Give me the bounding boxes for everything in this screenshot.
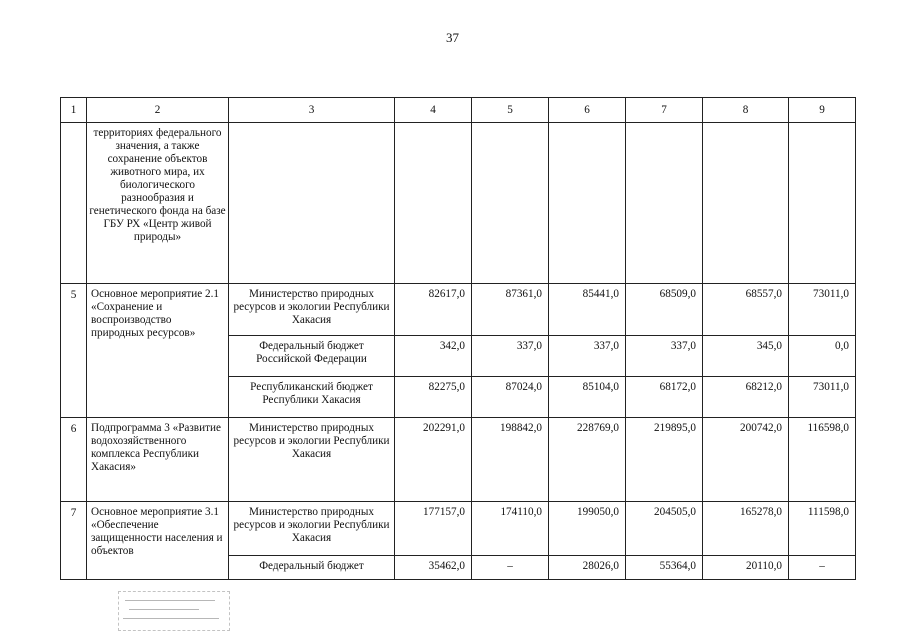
empty-cell — [549, 123, 626, 284]
measure-description: территориях федерального значения, а также сохранение объектов животного мира, их биологического разнообразия и генетического фонда на базе ГБУ РХ «Центр живой природы» — [87, 123, 229, 284]
col-header-3: 3 — [229, 98, 395, 123]
col-header-5: 5 — [472, 98, 549, 123]
value-cell: 337,0 — [472, 336, 549, 377]
value-cell: – — [472, 556, 549, 580]
page-number: 37 — [446, 30, 459, 45]
value-cell: 228769,0 — [549, 418, 626, 502]
col-header-1: 1 — [61, 98, 87, 123]
empty-cell — [789, 123, 856, 284]
empty-cell — [703, 123, 789, 284]
value-cell: 337,0 — [549, 336, 626, 377]
value-cell: 198842,0 — [472, 418, 549, 502]
funding-source: Федеральный бюджет — [229, 556, 395, 580]
value-cell: 28026,0 — [549, 556, 626, 580]
value-cell: 219895,0 — [626, 418, 703, 502]
value-cell: 85441,0 — [549, 284, 626, 336]
value-cell: 342,0 — [395, 336, 472, 377]
value-cell: 35462,0 — [395, 556, 472, 580]
row-number-cell: 7 — [61, 502, 87, 580]
value-cell: 200742,0 — [703, 418, 789, 502]
empty-cell — [626, 123, 703, 284]
value-cell: 165278,0 — [703, 502, 789, 556]
value-cell: 68509,0 — [626, 284, 703, 336]
table-row — [61, 502, 856, 556]
value-cell: 202291,0 — [395, 418, 472, 502]
value-cell: 20110,0 — [703, 556, 789, 580]
empty-cell — [395, 123, 472, 284]
value-cell: 82275,0 — [395, 377, 472, 418]
faint-stamp-mark — [118, 591, 230, 631]
col-header-6: 6 — [549, 98, 626, 123]
row-number-cell: 6 — [61, 418, 87, 502]
value-cell: 85104,0 — [549, 377, 626, 418]
measure-name: Основное мероприятие 3.1 «Обеспечение защищенности населения и объектов — [87, 502, 229, 580]
value-cell: 111598,0 — [789, 502, 856, 556]
value-cell: 68172,0 — [626, 377, 703, 418]
value-cell: 73011,0 — [789, 377, 856, 418]
value-cell: 55364,0 — [626, 556, 703, 580]
value-cell: 87361,0 — [472, 284, 549, 336]
value-cell: 82617,0 — [395, 284, 472, 336]
continuation-row — [61, 123, 856, 284]
col-header-7: 7 — [626, 98, 703, 123]
value-cell: 116598,0 — [789, 418, 856, 502]
value-cell: – — [789, 556, 856, 580]
value-cell: 73011,0 — [789, 284, 856, 336]
table-row — [61, 418, 856, 502]
value-cell: 87024,0 — [472, 377, 549, 418]
col-header-8: 8 — [703, 98, 789, 123]
funding-source: Министерство природных ресурсов и экологии Республики Хакасия — [229, 502, 395, 556]
value-cell: 337,0 — [626, 336, 703, 377]
value-cell: 204505,0 — [626, 502, 703, 556]
row-number-cell: 5 — [61, 284, 87, 418]
value-cell: 68212,0 — [703, 377, 789, 418]
value-cell: 68557,0 — [703, 284, 789, 336]
value-cell: 0,0 — [789, 336, 856, 377]
measure-name: Подпрограмма 3 «Развитие водохозяйственного комплекса Республики Хакасия» — [87, 418, 229, 502]
funding-source: Федеральный бюджет Российской Федерации — [229, 336, 395, 377]
value-cell: 177157,0 — [395, 502, 472, 556]
funding-source: Министерство природных ресурсов и экологии Республики Хакасия — [229, 284, 395, 336]
measure-name: Основное мероприятие 2.1 «Сохранение и воспроизводство природных ресурсов» — [87, 284, 229, 418]
col-header-9: 9 — [789, 98, 856, 123]
header-row — [61, 98, 856, 123]
col-header-2: 2 — [87, 98, 229, 123]
empty-cell — [229, 123, 395, 284]
value-cell: 174110,0 — [472, 502, 549, 556]
empty-cell — [472, 123, 549, 284]
col-header-4: 4 — [395, 98, 472, 123]
table-row — [61, 284, 856, 336]
budget-table — [60, 97, 856, 580]
row-number-cell — [61, 123, 87, 284]
value-cell: 345,0 — [703, 336, 789, 377]
funding-source: Министерство природных ресурсов и экологии Республики Хакасия — [229, 418, 395, 502]
value-cell: 199050,0 — [549, 502, 626, 556]
funding-source: Республиканский бюджет Республики Хакасия — [229, 377, 395, 418]
